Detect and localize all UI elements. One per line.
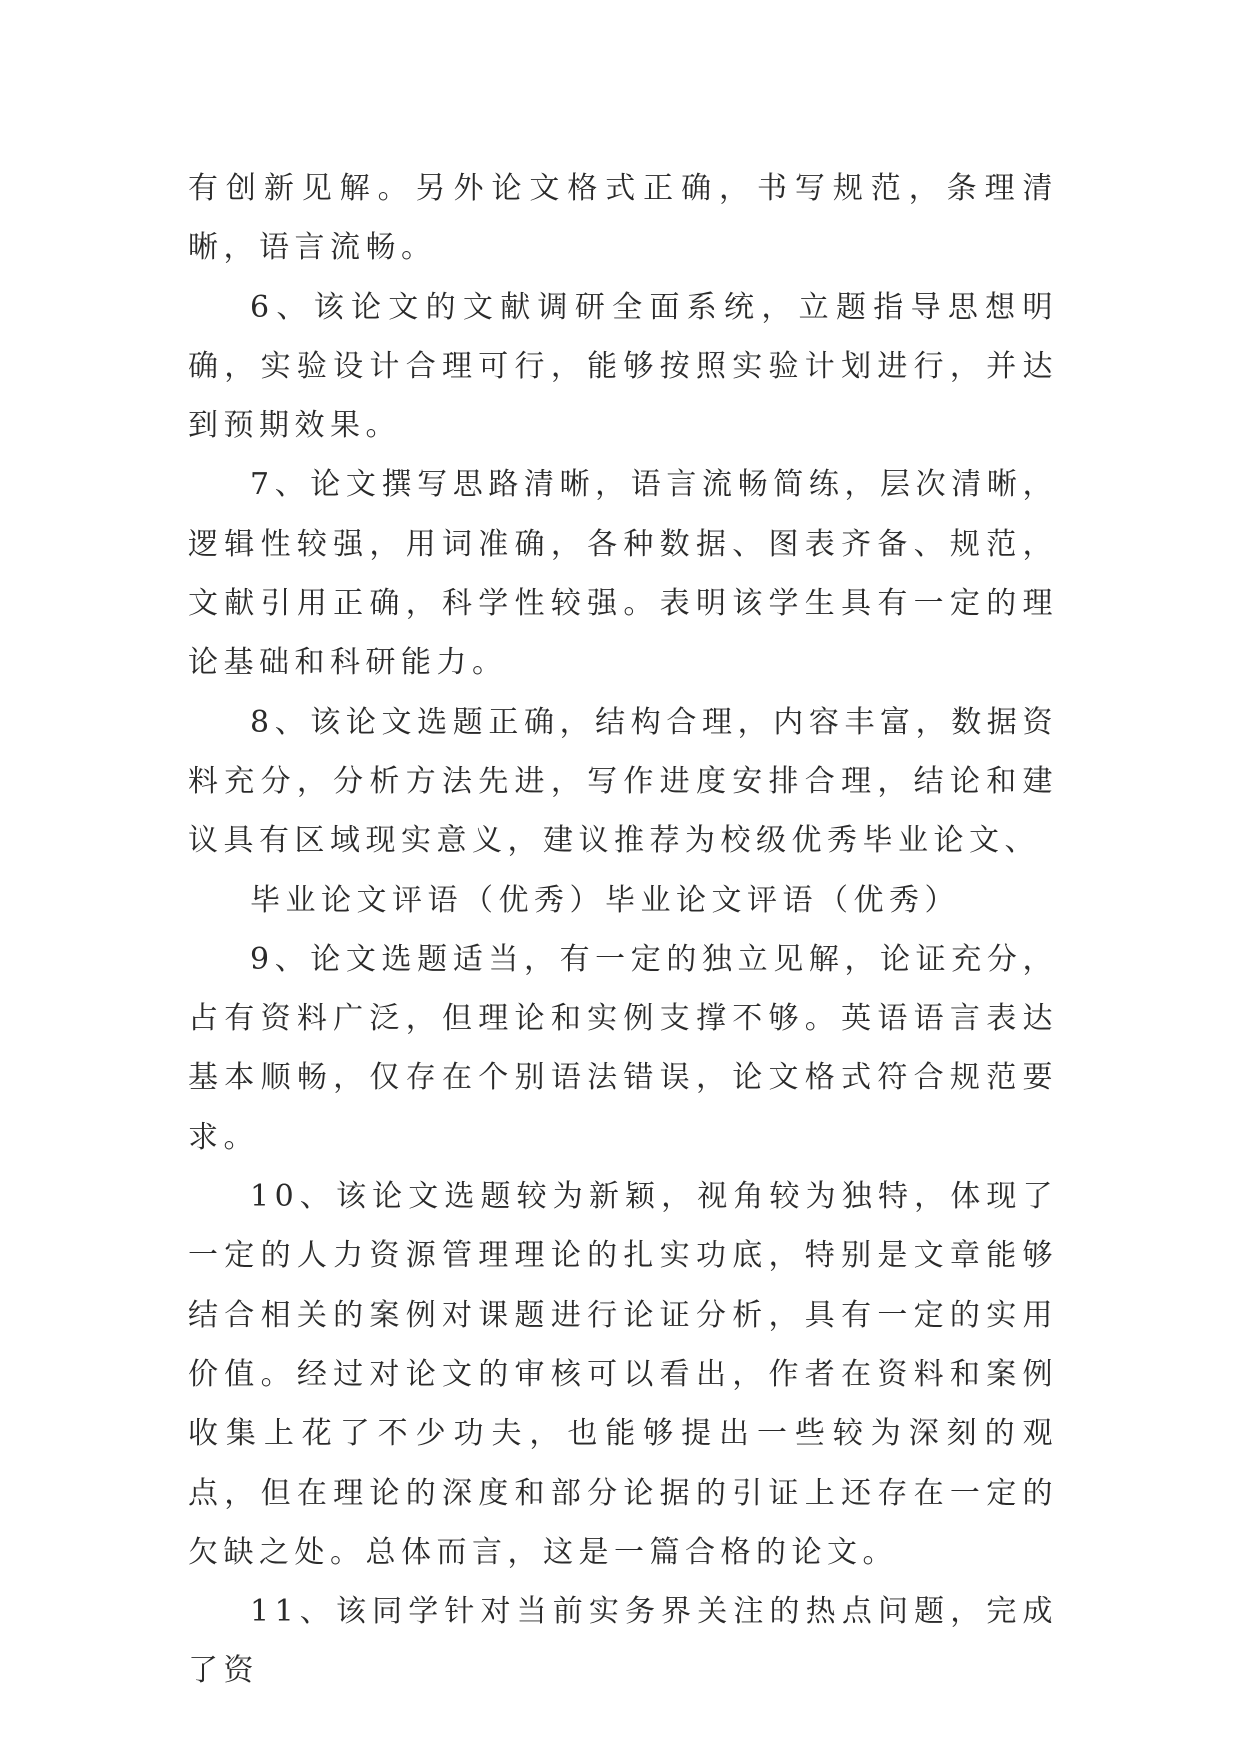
paragraph-item-11: 11、该同学针对当前实务界关注的热点问题，完成了资: [188, 1594, 1058, 1689]
paragraph-item-10: 10、该论文选题较为新颖，视角较为独特，体现了一定的人力资源管理理论的扎实功底，特别是文章能够结合相关的案例对课题进行论证分析，具有一定的实用价值。经过对论文的审核可以看出，作者在资料和案例收集上花了不少功夫，也能够提出一些较为深刻的观点，但在理论的深度和部分论据的引证上还存在一定的欠缺之处。总体而言，这是一篇合格的论文。: [188, 1179, 1058, 1570]
paragraph-item-9: 9、论文选题适当，有一定的独立见解，论证充分，占有资料广泛，但理论和实例支撑不够。英语语言表达基本顺畅，仅存在个别语法错误，论文格式符合规范要求。: [188, 941, 1058, 1155]
paragraph-item-8: 8、该论文选题正确，结构合理，内容丰富，数据资料充分，分析方法先进，写作进度安排合理，结论和建议具有区域现实意义，建议推荐为校级优秀毕业论文、: [188, 704, 1058, 859]
paragraph-heading-excellent: 毕业论文评语（优秀）毕业论文评语（优秀）: [250, 882, 960, 918]
paragraph-continuation: 有创新见解。另外论文格式正确，书写规范，条理清晰，语言流畅。: [188, 171, 1058, 266]
paragraph-item-6: 6、该论文的文献调研全面系统，立题指导思想明确，实验设计合理可行，能够按照实验计划进行，并达到预期效果。: [188, 289, 1058, 444]
paragraph-item-7: 7、论文撰写思路清晰，语言流畅简练，层次清晰，逻辑性较强，用词准确，各种数据、图表齐备、规范，文献引用正确，科学性较强。表明该学生具有一定的理论基础和科研能力。: [188, 467, 1058, 681]
document-body: [188, 159, 1058, 1701]
